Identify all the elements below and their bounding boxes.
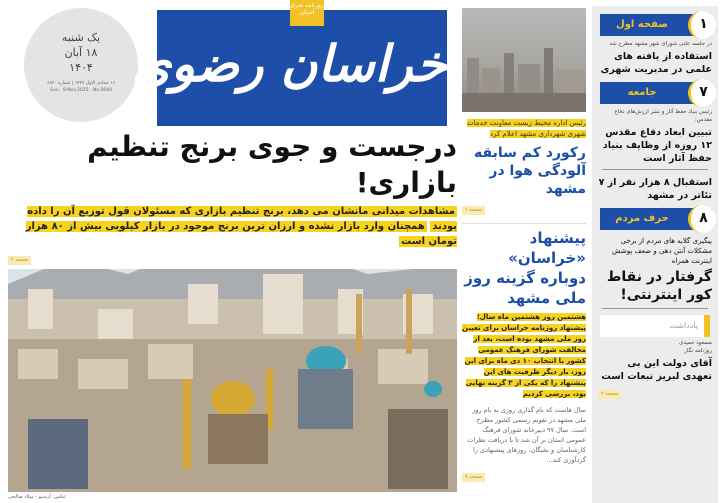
feature-headline[interactable]: پیشنهاد «خراسان» دوباره گزینه روز ملی مشهد [464, 229, 586, 307]
section-headline[interactable]: گرفتار در نقاط کور اینترنتی! [606, 269, 712, 303]
section-kicker: در جلسه علنی شورای شهر مشهد مطرح شد [609, 41, 712, 47]
lead-headline[interactable]: درجست و جوی برنج تنظیم بازاری! [87, 130, 457, 199]
note-author-role: روزنامه نگار [684, 348, 712, 354]
section-kicker: پیگیری گلایه های مردم از برخی مشکلات آنتن دهی و ضعف پوشش اینترنت همراه [611, 237, 712, 265]
feature-body: سال هاست که نام گذاری روزی به نام روز ملی مشهد در تقویم رسمی کشور مطرح است. سال ۹۷ دبیرخانه شورای فرهنگ عمومی استان بر آن شد تا با دریافت نظرات کارشناسان و نخبگان، روزهای پیشنهادی را گردآوری کند... [467, 406, 586, 464]
sidebar [592, 6, 718, 503]
section-title: جامعه [627, 87, 657, 98]
logo-text: خراسان رضوی [131, 34, 447, 93]
page-tag[interactable]: صفحه ۷ [462, 473, 485, 482]
page-tag[interactable]: صفحه ۲ [8, 256, 31, 265]
page-tag[interactable]: صفحه ۱ [462, 206, 485, 215]
feature-highlight-text: هشتمین روز هشتمین ماه سال؛ پیشنهاد روزنامه خراسان برای تعیین روز ملی مشهد بوده است، بعد از مخالفت شورای فرهنگ عمومی کشور با انتخاب ۱۰ دی ماه برای این روز، بار دیگر ظرفیت های این پیشنهاد را که یکی از ۳ گزینه نهایی بود، بررسی کردیم [462, 313, 586, 398]
photo-credit: عکس: آرشیو - میلاد صالحی [8, 494, 67, 500]
date-hijri-issue: ۱۶ جمادی الاول ۱۴۴۷ | شماره ۶۸۴۰ [46, 81, 116, 86]
date-weekday: یک شنبه [61, 31, 101, 44]
section-page-number: ۸ [688, 205, 716, 233]
note-author: مسعود حمیدی [679, 340, 712, 346]
date-latin: Sun . 9.Nov.2025 . No.5640 [50, 88, 112, 93]
date-year: ۱۴۰۴ [69, 61, 93, 74]
top-story-headline[interactable]: رکورد کم سابقه آلودگی هوا در مشهد [474, 145, 586, 197]
section-title: حرف مردم [615, 213, 669, 224]
section-header-peoples-voice[interactable] [600, 208, 710, 230]
middle-column [462, 8, 586, 503]
city-skyline-image [8, 269, 457, 492]
date-day-month: ۱۸ آبان [64, 46, 98, 59]
section-headline[interactable]: استفاده از یافته های علمی در مدیریت شهری [600, 51, 712, 75]
divider [602, 169, 708, 170]
air-pollution-photo [462, 8, 586, 112]
city-haze-image [462, 8, 586, 112]
feature-highlight [462, 312, 586, 400]
logo-tag: روزنامه شرق استان [290, 0, 324, 26]
top-story-kicker-text: رئیس اداره محیط زیست معاونت خدمات شهری شهرداری مشهد اعلام کرد [467, 119, 586, 138]
section-header-society[interactable] [600, 82, 710, 104]
lead-subline-1: مشاهدات میدانی مانشان می دهد، برنج تنظیم بازاری که مسئولان قول توزیع آن را داده بودند [27, 206, 457, 232]
section-title: صفحه اول [616, 19, 668, 30]
newspaper-logo[interactable] [131, 10, 447, 126]
section-extra-headline[interactable]: استقبال ۸ هزار نفر از ۷ تئاتر در مشهد [598, 177, 712, 201]
note-headline[interactable]: آقای دولت این بی تعهدی لبریز تبعات است [601, 358, 712, 382]
page-tag[interactable]: صفحه ۲ [598, 390, 621, 399]
lead-subline-2: همچنان وارد بازار نشده و ارزان ترین برنج موجود در بازار کیلویی بیش از ۸۰ هزار تومان است [25, 221, 457, 247]
section-header-front-page[interactable] [600, 14, 710, 36]
top-story-kicker [462, 118, 586, 140]
note-label: یادداشت [600, 315, 710, 337]
section-page-number: ۱ [688, 11, 716, 39]
section-page-number: ۷ [688, 79, 716, 107]
mashhad-shrine-photo [8, 269, 457, 492]
feature-story [462, 223, 586, 482]
date-badge [24, 8, 138, 122]
section-kicker: رئیس بنیاد حفظ آثار و نشر ارزش‌های دفاع مقدس: [614, 109, 712, 123]
lead-story [8, 129, 457, 501]
lead-subline [8, 204, 457, 249]
divider [602, 308, 708, 309]
section-headline[interactable]: تبیین ابعاد دفاع مقدس ۱۲ روزه از وظایف بنیاد حفظ آثار است [602, 127, 712, 164]
